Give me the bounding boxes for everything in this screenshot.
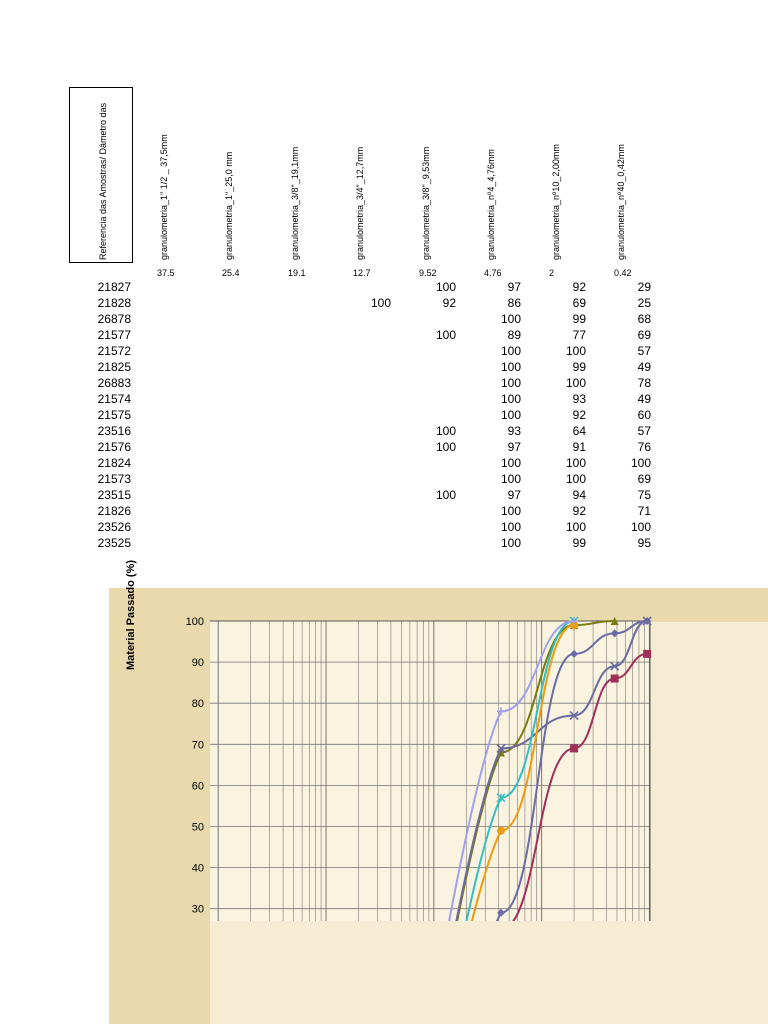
y-tick-label: 60 (191, 780, 204, 793)
data-point (497, 925, 505, 933)
table-cell: 94 (572, 488, 586, 502)
table-cell: 49 (637, 392, 651, 406)
sieve-size: 2 (549, 268, 555, 278)
y-tick-label: 90 (191, 657, 204, 670)
table-cell: 92 (572, 504, 586, 518)
y-tick-label: 70 (191, 739, 204, 752)
sample-id: 21572 (97, 344, 131, 358)
y-axis-label: Material Passado (%) (125, 559, 137, 670)
table-cell: 92 (572, 408, 586, 422)
table-cell: 100 (500, 376, 521, 390)
sample-id: 26883 (97, 376, 131, 390)
sample-id: 21576 (97, 440, 131, 454)
column-header: granulometria_nº40_0,42mm (616, 144, 626, 260)
table-cell: 92 (442, 296, 456, 310)
table-cell: 100 (500, 504, 521, 518)
table-cell: 89 (507, 328, 521, 342)
table-cell: 100 (435, 280, 456, 294)
table-cell: 68 (637, 312, 651, 326)
sample-id: 21825 (97, 360, 131, 374)
table-cell: 100 (500, 408, 521, 422)
table-cell: 100 (435, 440, 456, 454)
sample-id: 21573 (97, 472, 131, 486)
table-cell: 100 (565, 520, 586, 534)
grading-curve-chart (109, 588, 768, 1024)
table-cell: 100 (435, 424, 456, 438)
table-cell: 100 (630, 520, 651, 534)
table-cell: 99 (572, 312, 586, 326)
y-tick-label: 50 (191, 821, 204, 834)
data-point (497, 827, 505, 835)
data-point (643, 650, 651, 658)
table-cell: 60 (637, 408, 651, 422)
table-cell: 100 (500, 344, 521, 358)
table-cell: 100 (500, 520, 521, 534)
table-cell: 95 (637, 536, 651, 550)
y-tick-label: 30 (191, 903, 204, 916)
table-cell: 93 (572, 392, 586, 406)
sample-id: 21577 (97, 328, 131, 342)
table-cell: 78 (637, 376, 651, 390)
table-cell: 71 (637, 504, 651, 518)
table-cell: 100 (565, 344, 586, 358)
sample-id: 23516 (97, 424, 131, 438)
table-cell: 69 (637, 472, 651, 486)
column-header: granulometria_3/8"_19,1mm (290, 146, 300, 260)
table-cell: 97 (507, 440, 521, 454)
y-tick-label: 80 (191, 698, 204, 711)
table-cell: 69 (572, 296, 586, 310)
table-cell: 99 (572, 536, 586, 550)
sieve-size: 25.4 (222, 268, 240, 278)
table-cell: 100 (500, 456, 521, 470)
table-cell: 100 (435, 488, 456, 502)
column-header: granulometria_1" 1/2 _ 37,5mm (159, 134, 169, 260)
table-cell: 100 (565, 456, 586, 470)
sieve-size: 37.5 (157, 268, 175, 278)
table-cell: 57 (637, 424, 651, 438)
data-point (611, 675, 619, 683)
table-cell: 100 (370, 296, 391, 310)
table-cell: 64 (572, 424, 586, 438)
table-cell: 100 (500, 392, 521, 406)
sample-id: 21575 (97, 408, 131, 422)
data-point (570, 744, 578, 752)
table-cell: 76 (637, 440, 651, 454)
table-cell: 29 (637, 280, 651, 294)
table-cell: 25 (637, 296, 651, 310)
column-header: granulometria_3/8"_9,53mm (421, 146, 431, 260)
sample-id: 21827 (97, 280, 131, 294)
sieve-size: 0.42 (614, 268, 632, 278)
table-cell: 75 (637, 488, 651, 502)
plot-area (210, 621, 650, 921)
column-header: granulometria_nº10_2,00mm (551, 144, 561, 260)
sample-id: 21828 (97, 296, 131, 310)
sample-id: 21824 (97, 456, 131, 470)
table-cell: 49 (637, 360, 651, 374)
column-header: granulometria_1"_25,0 mm (224, 151, 234, 260)
table-cell: 100 (500, 536, 521, 550)
table-cell: 100 (565, 376, 586, 390)
column-header: granulometria_3/4"_12,7mm (355, 146, 365, 260)
table-cell: 93 (507, 424, 521, 438)
sample-id: 23515 (97, 488, 131, 502)
table-cell: 100 (565, 472, 586, 486)
table-cell: 97 (507, 488, 521, 502)
reference-header-box (69, 87, 133, 263)
sample-id: 21574 (97, 392, 131, 406)
table-cell: 57 (637, 344, 651, 358)
table-cell: 91 (572, 440, 586, 454)
table-cell: 100 (435, 328, 456, 342)
table-cell: 86 (507, 296, 521, 310)
table-cell: 99 (572, 360, 586, 374)
sieve-size: 9.52 (419, 268, 437, 278)
table-cell: 97 (507, 280, 521, 294)
table-cell: 92 (572, 280, 586, 294)
table-cell: 100 (630, 456, 651, 470)
y-tick-label: 40 (191, 862, 204, 875)
sample-id: 23526 (97, 520, 131, 534)
sample-id: 26878 (97, 312, 131, 326)
sample-id: 23525 (97, 536, 131, 550)
reference-header-label: Referencia das Amostras/ Dâmetro das (98, 102, 108, 260)
table-cell: 100 (500, 472, 521, 486)
table-cell: 100 (500, 312, 521, 326)
column-header: granulometria_nº4_4,76mm (486, 149, 496, 260)
sample-id: 21826 (97, 504, 131, 518)
table-cell: 69 (637, 328, 651, 342)
sieve-size: 19.1 (288, 268, 306, 278)
y-tick-label: 100 (185, 616, 204, 628)
table-cell: 77 (572, 328, 586, 342)
sieve-size: 12.7 (353, 268, 371, 278)
sieve-size: 4.76 (484, 268, 502, 278)
table-cell: 100 (500, 360, 521, 374)
